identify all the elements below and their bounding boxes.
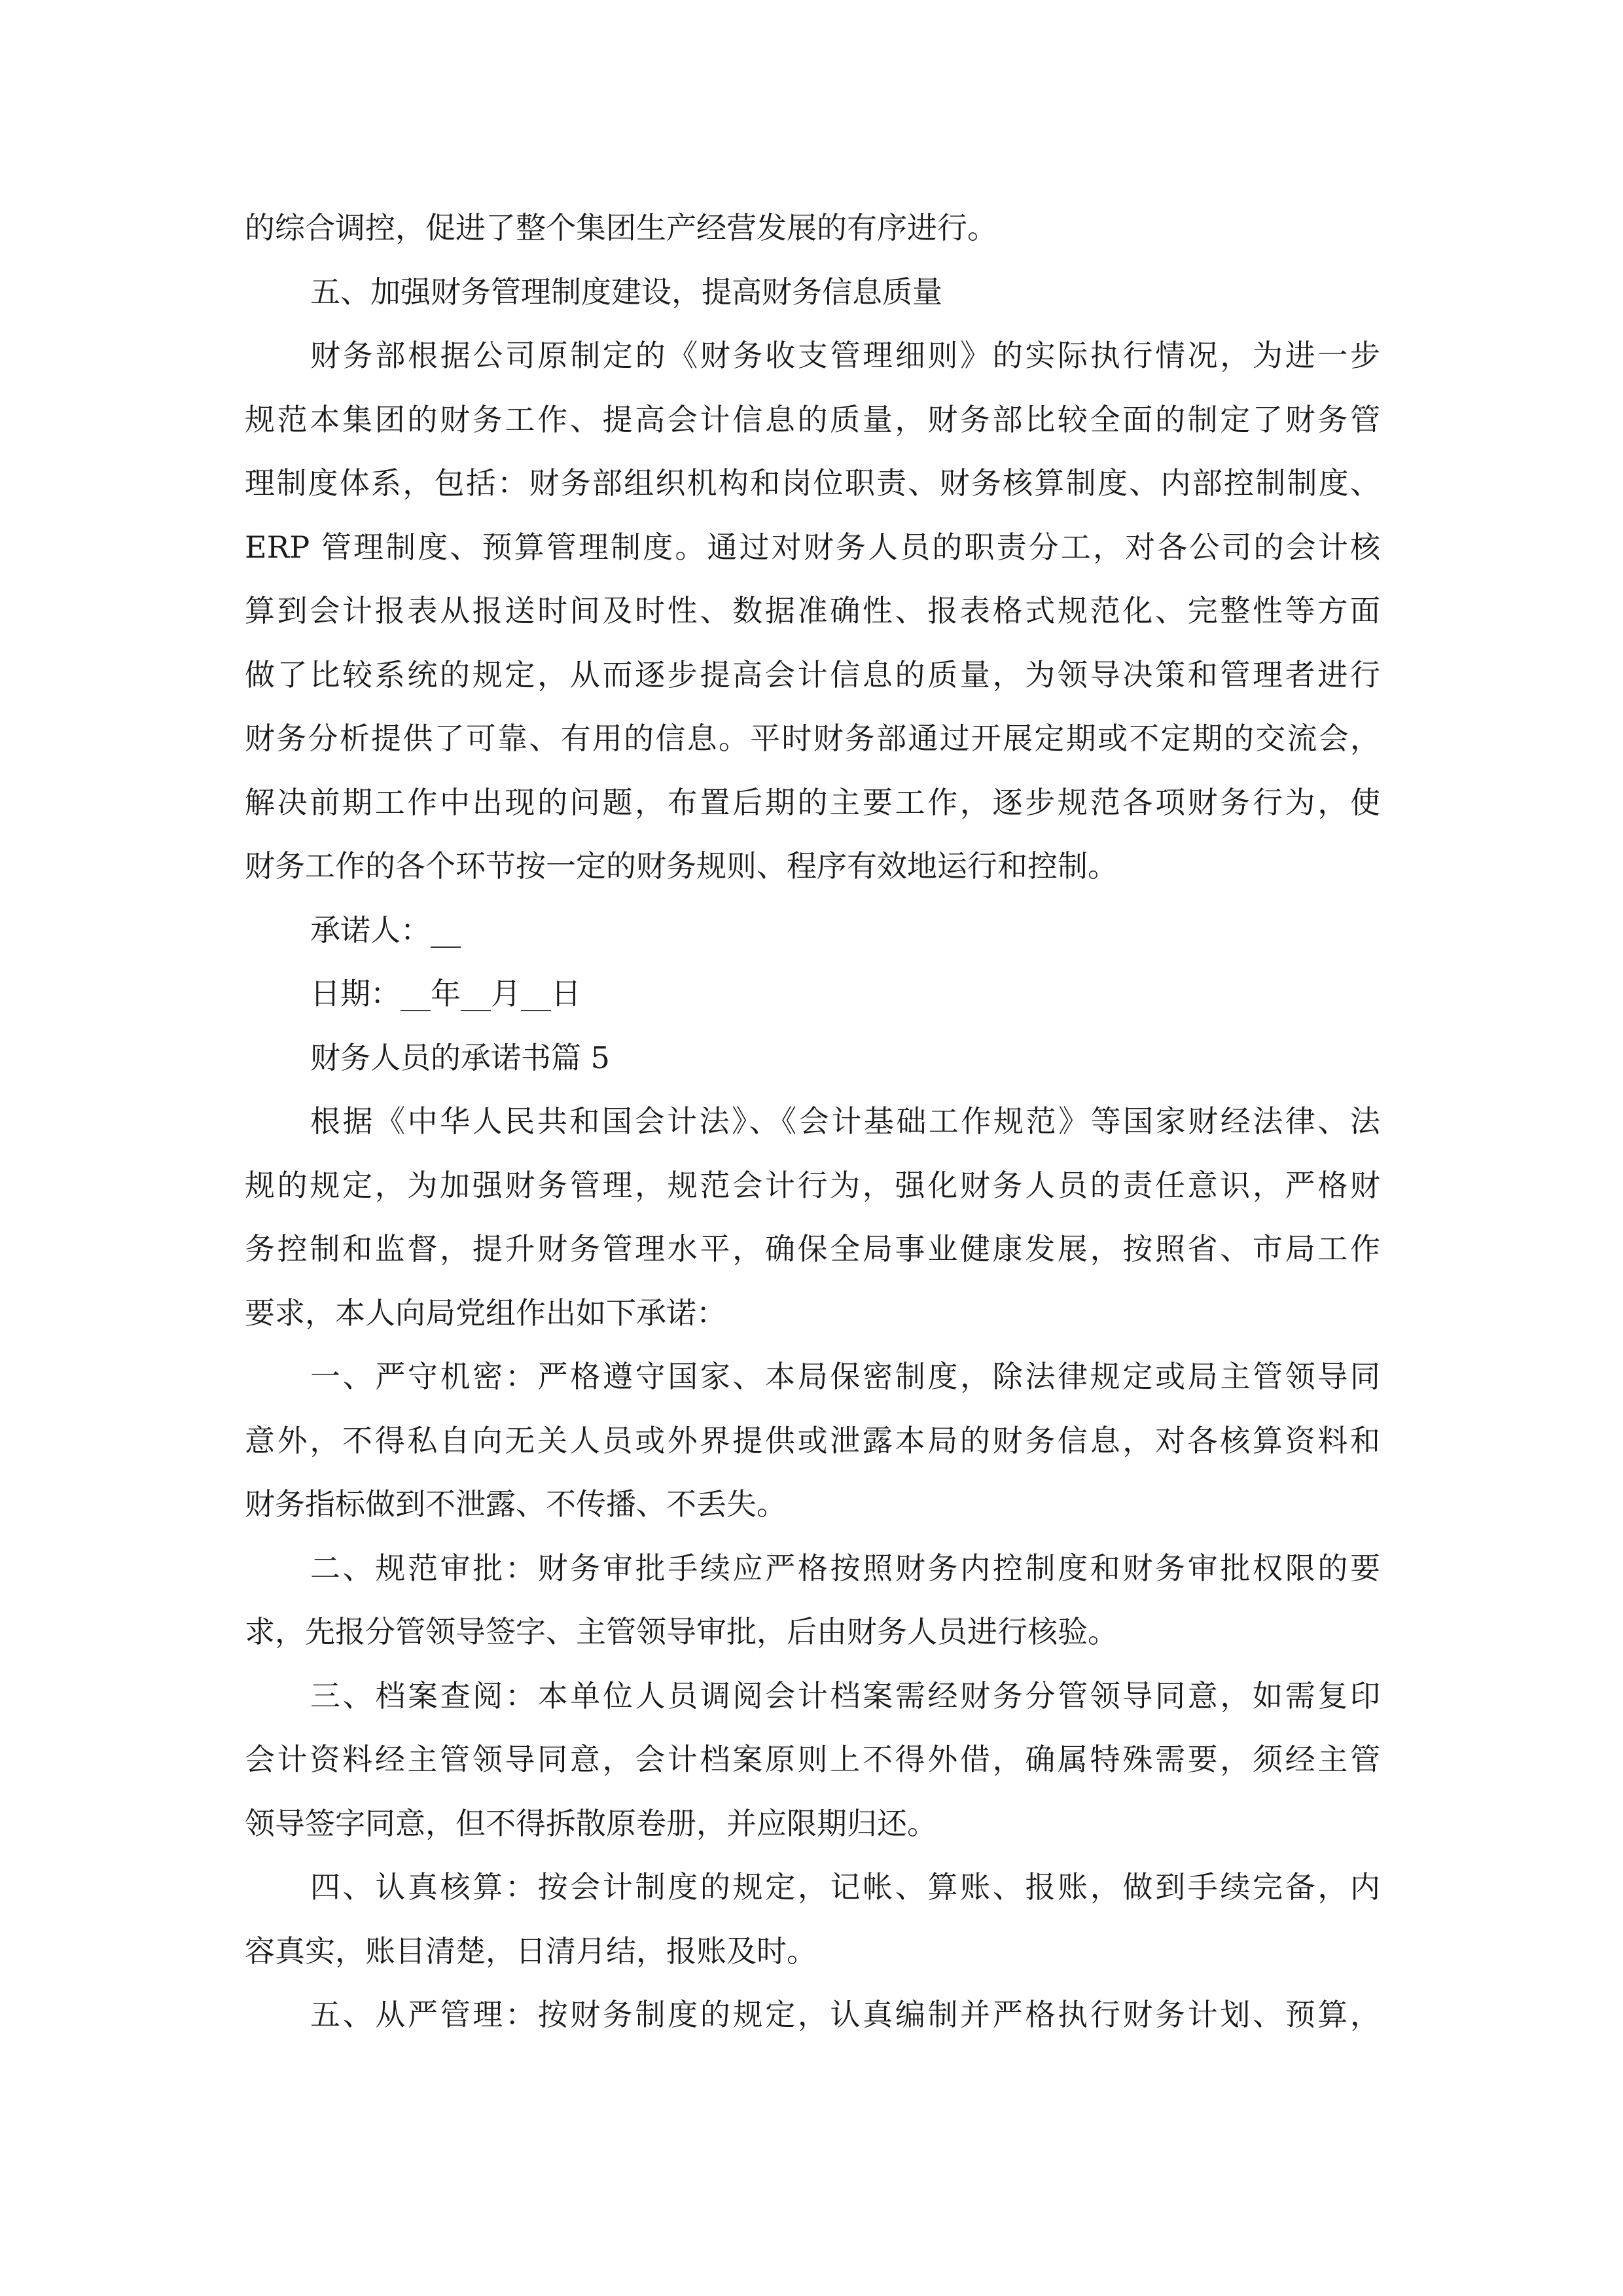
promisor-signature-line: 承诺人：__ bbox=[310, 912, 461, 948]
article-title: 财务人员的承诺书篇 5 bbox=[310, 1039, 610, 1075]
text-line-6: ERP 管理制度、预算管理制度。通过对财务人员的职责分工，对各公司的会计核 bbox=[245, 529, 1380, 565]
clause-4-line-1: 四、认真核算：按会计制度的规定，记帐、算账、报账，做到手续完备，内 bbox=[310, 1869, 1380, 1905]
text-line-7: 算到会计报表从报送时间及时性、数据准确性、报表格式规范化、完整性等方面 bbox=[245, 593, 1380, 628]
date-line: 日期：__年__月__日 bbox=[310, 976, 581, 1011]
clause-3-line-3: 领导签字同意，但不得拆散原卷册，并应限期归还。 bbox=[245, 1805, 937, 1841]
text-line-3: 财务部根据公司原制定的《财务收支管理细则》的实际执行情况，为进一步 bbox=[310, 338, 1380, 373]
text-line-15: 根据《中华人民共和国会计法》、《会计基础工作规范》等国家财经法律、法 bbox=[310, 1103, 1380, 1139]
text-line-16: 规的规定，为加强财务管理，规范会计行为，强化财务人员的责任意识，严格财 bbox=[245, 1167, 1380, 1203]
document-body bbox=[245, 196, 1380, 2047]
section-heading-5: 五、加强财务管理制度建设，提高财务信息质量 bbox=[310, 274, 942, 310]
clause-1-line-1: 一、严守机密：严格遵守国家、本局保密制度，除法律规定或局主管领导同 bbox=[310, 1359, 1380, 1394]
text-line-4: 规范本集团的财务工作、提高会计信息的质量，财务部比较全面的制定了财务管 bbox=[245, 401, 1380, 437]
text-line-17: 务控制和监督，提升财务管理水平，确保全局事业健康发展，按照省、市局工作 bbox=[245, 1231, 1380, 1266]
text-line-5: 理制度体系，包括：财务部组织机构和岗位职责、财务核算制度、内部控制制度、 bbox=[245, 465, 1380, 501]
clause-3-line-2: 会计资料经主管领导同意，会计档案原则上不得外借，确属特殊需要，须经主管 bbox=[245, 1742, 1380, 1777]
clause-1-line-2: 意外，不得私自向无关人员或外界提供或泄露本局的财务信息，对各核算资料和 bbox=[245, 1422, 1380, 1458]
clause-3-line-1: 三、档案查阅：本单位人员调阅会计档案需经财务分管领导同意，如需复印 bbox=[310, 1677, 1380, 1713]
text-line-8: 做了比较系统的规定，从而逐步提高会计信息的质量，为领导决策和管理者进行 bbox=[245, 656, 1380, 692]
clause-1-line-3: 财务指标做到不泄露、不传播、不丢失。 bbox=[245, 1486, 787, 1522]
text-line-18: 要求，本人向局党组作出如下承诺： bbox=[245, 1295, 726, 1331]
clause-2-line-1: 二、规范审批：财务审批手续应严格按照财务内控制度和财务审批权限的要 bbox=[310, 1550, 1380, 1586]
text-line-1: 的综合调控，促进了整个集团生产经营发展的有序进行。 bbox=[245, 210, 997, 245]
clause-5-line-1: 五、从严管理：按财务制度的规定，认真编制并严格执行财务计划、预算， bbox=[310, 1997, 1380, 2032]
clause-2-line-2: 求，先报分管领导签字、主管领导审批，后由财务人员进行核验。 bbox=[245, 1614, 1118, 1649]
clause-4-line-2: 容真实，账目清楚，日清月结，报账及时。 bbox=[245, 1933, 817, 1969]
text-line-10: 解决前期工作中出现的问题，布置后期的主要工作，逐步规范各项财务行为，使 bbox=[245, 784, 1380, 820]
text-line-9: 财务分析提供了可靠、有用的信息。平时财务部通过开展定期或不定期的交流会， bbox=[245, 721, 1380, 756]
text-line-11: 财务工作的各个环节按一定的财务规则、程序有效地运行和控制。 bbox=[245, 848, 1118, 884]
